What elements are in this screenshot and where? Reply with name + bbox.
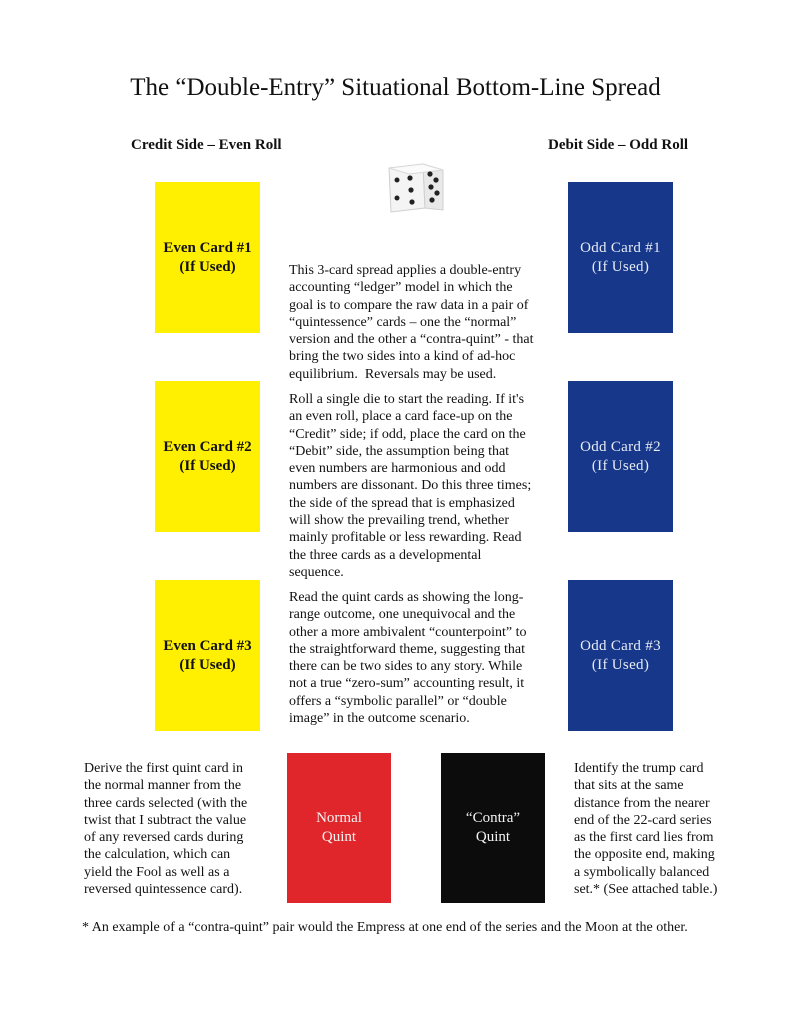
- odd-card-1-label: Odd Card #1: [580, 239, 661, 256]
- contra-quint-card: [441, 753, 545, 903]
- normal-quint-line1: Normal: [316, 810, 362, 826]
- odd-card-3-label: Odd Card #3: [580, 637, 661, 654]
- credit-side-heading: Credit Side – Even Roll: [131, 137, 282, 153]
- left-note: Derive the first quint card in the normal manner from the three cards selected (with the twist that I subtract the value of any reversed cards during the calculation, which can yield the Fool as well as a reversed quintessence card).: [84, 761, 248, 898]
- even-card-3-sub: (If Used): [179, 656, 236, 673]
- odd-card-3-sub: (If Used): [591, 656, 650, 673]
- odd-card-2-label: Odd Card #2: [580, 438, 661, 455]
- odd-card-1-sub: (If Used): [591, 258, 650, 275]
- even-card-2-sub: (If Used): [179, 457, 236, 474]
- even-card-2-label: Even Card #2: [163, 438, 252, 455]
- odd-card-3: [568, 580, 673, 731]
- even-card-1: [155, 182, 260, 333]
- die-icon: [383, 160, 449, 222]
- intro-paragraph: This 3-card spread applies a double-entry accounting “ledger” model in which the goal is to compare the raw data in a pair of “quintessence” cards – one the “normal” version and the other a “contra-quint” - that bring the two sides into a kind of ad-hoc equilibrium. Reversals may be used.: [289, 263, 534, 382]
- even-card-1-label: Even Card #1: [163, 239, 252, 256]
- odd-card-2: [568, 381, 673, 532]
- even-card-3-label: Even Card #3: [163, 637, 252, 654]
- even-card-3: [155, 580, 260, 731]
- normal-quint-line2: Quint: [321, 829, 357, 845]
- contra-quint-line1: “Contra”: [465, 810, 521, 826]
- even-card-2: [155, 381, 260, 532]
- contra-quint-line2: Quint: [475, 829, 511, 845]
- instructions-paragraph: Roll a single die to start the reading. If it's an even roll, place a card face-up on the “Credit” side; if odd, place the card on the “Debit” side, the assumption being that even numbers are harmonious and odd numbers are dissonant. Do this three times; the side of the spread that is emphasized will show the prevailing trend, whether mainly profitable or less rewarding. Read the three cards as a developmental sequence.: [289, 392, 532, 580]
- footnote: * An example of a “contra-quint” pair would the Empress at one end of the series and the Moon at the other.: [82, 920, 688, 935]
- right-note: Identify the trump card that sits at the same distance from the nearer end of the 22-card series as the first card lies from the opposite end, making a symbolically balanced set.* (See attached table.): [574, 761, 718, 898]
- normal-quint-card: [287, 753, 391, 903]
- even-card-1-sub: (If Used): [179, 258, 236, 275]
- quint-paragraph: Read the quint cards as showing the long- range outcome, one unequivocal and the other a more ambivalent “counterpoint” to the straightforward theme, suggesting that there can be two sides to any story. While not a true “zero-sum” accounting result, it offers a “symbolic parallel” or “double image” in the outcome scenario.: [289, 590, 527, 727]
- odd-card-2-sub: (If Used): [591, 457, 650, 474]
- debit-side-heading: Debit Side – Odd Roll: [548, 137, 689, 153]
- page-title: The “Double-Entry” Situational Bottom-Line Spread: [130, 74, 661, 101]
- odd-card-1: [568, 182, 673, 333]
